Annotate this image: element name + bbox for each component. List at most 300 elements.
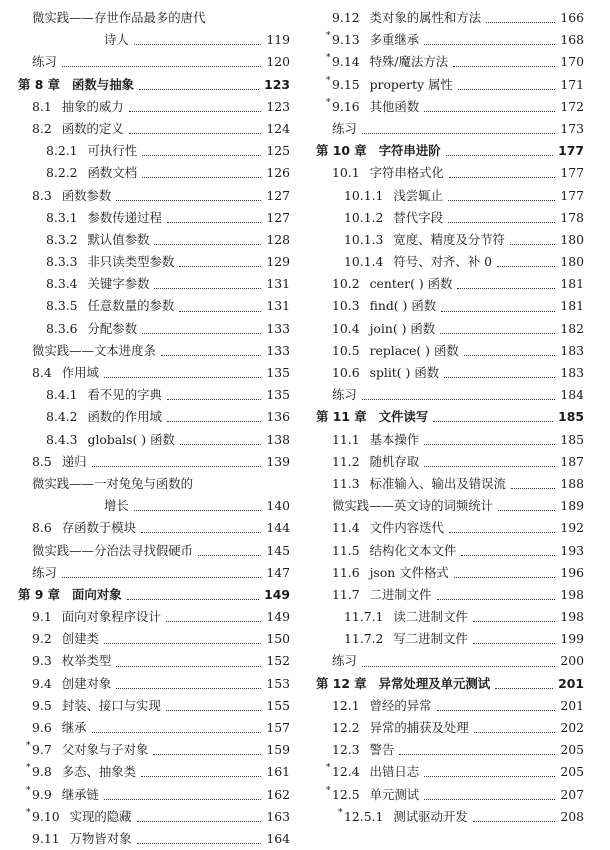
toc-entry-title: 随机存取 (369, 453, 420, 469)
toc-page-number: 188 (560, 475, 584, 491)
leader-dots (139, 88, 259, 90)
toc-page-number: 150 (266, 631, 290, 647)
toc-entry[interactable] (14, 784, 290, 806)
leader-dots (461, 554, 555, 556)
optional-star-marker: * (326, 53, 331, 64)
toc-page-number: 147 (266, 564, 290, 580)
toc-entry-number: 10.1 (332, 165, 360, 181)
toc-entry[interactable] (314, 606, 584, 628)
leader-dots (161, 354, 261, 356)
toc-entry-title: globals( ) 函数 (87, 431, 175, 447)
toc-entry-title: 类对象的属性和方法 (369, 10, 482, 25)
toc-entry[interactable] (14, 673, 290, 695)
toc-entry[interactable] (14, 650, 290, 672)
toc-entry-title: center( ) 函数 (369, 276, 453, 292)
leader-dots (454, 576, 556, 578)
toc-entry-number: 8.5 (32, 453, 52, 469)
leader-dots (437, 709, 556, 711)
toc-entry[interactable] (314, 584, 584, 606)
toc-entry-title: 替代字段 (393, 209, 443, 225)
toc-entry[interactable] (14, 806, 290, 828)
toc-page-number: 178 (560, 209, 584, 225)
toc-entry[interactable] (14, 495, 290, 517)
toc-entry-number: 11.1 (332, 431, 360, 447)
toc-entry[interactable] (14, 295, 290, 317)
toc-page-number: 128 (266, 231, 290, 247)
toc-entry[interactable] (14, 96, 290, 118)
toc-page-number: 181 (560, 276, 584, 292)
toc-entry[interactable] (14, 207, 290, 229)
leader-dots (116, 687, 261, 689)
toc-entry-number: 10.2 (332, 276, 360, 292)
toc-entry-title: 单元测试 (369, 786, 420, 802)
toc-entry[interactable] (14, 384, 290, 406)
toc-entry-number: 10.4 (332, 320, 360, 336)
toc-entry[interactable] (314, 429, 584, 451)
toc-page-number: 140 (266, 498, 290, 514)
toc-entry-number: 11.2 (332, 453, 360, 469)
toc-page-number: 155 (266, 697, 290, 713)
optional-star-marker: * (26, 807, 31, 818)
toc-entry[interactable] (14, 406, 290, 428)
leader-dots (180, 443, 261, 445)
toc-entry-title: json 文件格式 (369, 564, 449, 580)
toc-entry[interactable] (14, 606, 290, 628)
toc-entry[interactable] (314, 185, 584, 207)
toc-entry[interactable] (14, 717, 290, 739)
toc-entry[interactable] (314, 650, 584, 672)
toc-page-number: 152 (266, 653, 290, 669)
leader-dots (62, 576, 262, 578)
toc-entry[interactable] (314, 384, 584, 406)
toc-entry-number: 9.1 (32, 609, 52, 625)
toc-entry[interactable] (314, 540, 584, 562)
toc-page-number: 182 (560, 320, 584, 336)
toc-entry-title: 关键字参数 (87, 276, 150, 292)
toc-entry[interactable] (314, 806, 584, 828)
toc-entry-title: 看不见的字典 (87, 387, 162, 403)
toc-entry-number: 12.1 (332, 697, 360, 713)
toc-chapter-heading[interactable] (14, 74, 290, 96)
toc-entry[interactable] (314, 451, 584, 473)
toc-page-number: 185 (560, 431, 584, 447)
toc-entry-number: 8.4.2 (46, 409, 78, 425)
toc-entry-title: 增长 (104, 498, 129, 514)
toc-page-number: 157 (266, 720, 290, 735)
toc-page-number: 139 (266, 453, 290, 469)
leader-dots (92, 731, 262, 733)
toc-entry[interactable] (314, 318, 584, 340)
leader-dots (444, 376, 555, 378)
toc-entry-number: 9.7 (32, 742, 52, 758)
toc-entry-number: 第 12 章 (316, 675, 367, 691)
toc-page-number: 183 (560, 365, 584, 380)
toc-entry-title: 函数参数 (61, 187, 112, 203)
optional-star-marker: * (326, 763, 331, 774)
toc-page-number: 192 (560, 520, 584, 536)
optional-star-marker: * (326, 785, 331, 796)
toc-page-number: 166 (560, 10, 584, 25)
toc-entry[interactable] (14, 7, 290, 29)
leader-dots (127, 598, 260, 600)
toc-page-number: 187 (560, 453, 584, 469)
toc-entry-title: 宽度、精度及分节符 (393, 231, 505, 247)
toc-entry-number: 9.9 (32, 786, 52, 802)
toc-page-number: 198 (560, 609, 584, 625)
toc-entry[interactable] (14, 562, 290, 584)
toc-entry-title: 符号、对齐、补 0 (393, 254, 492, 270)
leader-dots (362, 665, 556, 667)
toc-page-number: 161 (266, 764, 290, 780)
toc-entry-title: 创建类 (61, 631, 99, 647)
toc-entry-title: 标准输入、输出及错误流 (369, 475, 506, 491)
toc-entry-title: 练习 (332, 387, 357, 403)
leader-dots (486, 21, 555, 23)
toc-entry-title: 继承链 (61, 786, 99, 802)
toc-entry[interactable] (314, 229, 584, 251)
toc-page-number: 196 (560, 564, 584, 580)
toc-page-number: 144 (266, 520, 290, 536)
toc-entry[interactable] (314, 517, 584, 539)
optional-star-marker: * (26, 741, 31, 752)
toc-entry-title: 练习 (32, 564, 57, 580)
toc-entry-title: 浅尝辄止 (393, 187, 443, 203)
toc-entry-number: 第 10 章 (316, 143, 367, 159)
toc-page-number: 172 (560, 98, 584, 114)
toc-entry-title: 抽象的威力 (61, 98, 124, 114)
toc-page-number: 145 (266, 542, 290, 558)
leader-dots (457, 287, 555, 289)
toc-page-number: 208 (560, 808, 584, 824)
toc-page-number: 135 (266, 387, 290, 403)
leader-dots (129, 110, 262, 112)
leader-dots (142, 176, 261, 178)
toc-page-number: 180 (560, 254, 584, 270)
toc-entry-number: 9.13 (332, 32, 360, 48)
toc-entry[interactable] (14, 362, 290, 384)
toc-page-number: 162 (266, 786, 290, 802)
toc-entry-number: 8.3.2 (46, 231, 78, 247)
toc-entry[interactable] (314, 7, 584, 29)
leader-dots (446, 154, 554, 156)
leader-dots (424, 443, 555, 445)
toc-entry-number: 第 9 章 (18, 586, 61, 602)
leader-dots (433, 420, 553, 422)
toc-entry-title: 警告 (369, 742, 395, 758)
leader-dots (453, 65, 555, 67)
toc-entry-title: 函数的定义 (61, 120, 124, 136)
toc-entry[interactable] (14, 828, 290, 850)
toc-page-number: 163 (266, 808, 290, 824)
toc-page-number: 185 (558, 409, 584, 425)
toc-entry-title: 多态、抽象类 (61, 764, 137, 780)
toc-entry-title: 文件读写 (378, 409, 429, 425)
toc-entry-number: 10.5 (332, 342, 360, 358)
toc-entry-number: 8.3.4 (46, 276, 78, 292)
leader-dots (362, 132, 556, 134)
toc-entry[interactable] (314, 207, 584, 229)
toc-entry-number: 11.3 (332, 475, 360, 491)
toc-entry-title: 默认值参数 (87, 231, 150, 247)
toc-entry[interactable] (14, 118, 290, 140)
toc-page-number: 138 (266, 431, 290, 447)
toc-entry[interactable] (14, 540, 290, 562)
toc-entry-title: replace( ) 函数 (369, 342, 459, 358)
toc-entry-title: 微实践——文本进度条 (32, 342, 156, 358)
leader-dots (129, 132, 262, 134)
toc-entry-number: 第 8 章 (18, 76, 61, 92)
toc-entry[interactable] (314, 761, 584, 783)
toc-entry-title: 其他函数 (369, 98, 420, 114)
toc-entry-number: 10.1.4 (344, 254, 384, 270)
leader-dots (142, 332, 261, 334)
leader-dots (137, 820, 262, 822)
toc-entry[interactable] (14, 51, 290, 73)
toc-entry[interactable] (314, 695, 584, 717)
toc-page-number: 131 (266, 276, 290, 292)
leader-dots (179, 310, 261, 312)
toc-entry-number: 9.5 (32, 697, 52, 713)
toc-entry-title: 分配参数 (87, 320, 138, 336)
toc-entry[interactable] (314, 562, 584, 584)
toc-page-number: 189 (560, 498, 584, 514)
toc-entry-title: 参数传递过程 (87, 209, 162, 225)
toc-page-number: 201 (558, 675, 584, 691)
optional-star-marker: * (326, 97, 331, 108)
toc-entry[interactable] (314, 295, 584, 317)
toc-entry[interactable] (14, 429, 290, 451)
toc-page-number: 201 (560, 697, 584, 713)
toc-entry[interactable] (314, 717, 584, 739)
toc-entry-title: 异常处理及单元测试 (378, 675, 491, 691)
toc-chapter-heading[interactable] (314, 140, 584, 162)
toc-entry[interactable] (14, 451, 290, 473)
toc-entry-title: 微实践——分治法寻找假硬币 (32, 542, 194, 558)
toc-entry-number: 12.3 (332, 742, 360, 758)
toc-entry-number: 10.1.2 (344, 209, 384, 225)
toc-entry-number: 9.4 (32, 675, 52, 691)
toc-entry-title: 枚举类型 (61, 653, 112, 669)
toc-entry-title: 函数文档 (87, 165, 138, 181)
toc-entry-title: split( ) 函数 (369, 365, 440, 380)
toc-chapter-heading[interactable] (14, 584, 290, 606)
toc-page-number: 129 (266, 254, 290, 270)
toc-entry-title: find( ) 函数 (369, 298, 437, 314)
toc-page-number: 171 (560, 76, 584, 92)
toc-entry[interactable] (14, 628, 290, 650)
toc-entry[interactable] (314, 96, 584, 118)
toc-page-number: 149 (266, 609, 290, 625)
leader-dots (440, 332, 555, 334)
toc-entry-title: join( ) 函数 (369, 320, 436, 336)
leader-dots (142, 154, 261, 156)
toc-entry[interactable] (14, 185, 290, 207)
toc-entry-title: 微实践——英文诗的词频统计 (332, 498, 494, 514)
toc-entry[interactable] (14, 140, 290, 162)
toc-entry-title: 微实践——存世作品最多的唐代 (32, 10, 206, 25)
toc-entry[interactable] (314, 362, 584, 384)
toc-entry-title: 面向对象 (72, 586, 122, 602)
toc-entry-title: 万物皆对象 (69, 830, 132, 846)
toc-chapter-heading[interactable] (314, 673, 584, 695)
leader-dots (473, 642, 556, 644)
leader-dots (424, 775, 555, 777)
toc-page-number: 202 (560, 720, 584, 735)
toc-entry[interactable] (14, 739, 290, 761)
toc-entry-number: 8.4 (32, 365, 52, 380)
leader-dots (92, 465, 262, 467)
toc-page-number: 126 (266, 165, 290, 181)
toc-entry-number: 11.4 (332, 520, 360, 536)
leader-dots (437, 598, 556, 600)
toc-entry-title: 练习 (32, 54, 57, 70)
toc-entry-title: 微实践——一对兔兔与函数的 (32, 475, 194, 491)
toc-entry-title: 递归 (61, 453, 87, 469)
toc-entry[interactable] (314, 273, 584, 295)
leader-dots (104, 376, 261, 378)
toc-entry[interactable] (14, 273, 290, 295)
optional-star-marker: * (26, 785, 31, 796)
toc-entry-number: 11.6 (332, 564, 360, 580)
toc-entry-title: 文件内容迭代 (369, 520, 444, 536)
toc-entry[interactable] (314, 495, 584, 517)
toc-entry-title: 实现的隐藏 (69, 808, 132, 824)
toc-entry-title: 读二进制文件 (393, 609, 468, 625)
leader-dots (134, 43, 262, 45)
toc-entry-title: 可执行性 (87, 143, 138, 159)
toc-page-number: 123 (266, 98, 290, 114)
toc-entry[interactable] (314, 29, 584, 51)
toc-page-number: 177 (558, 143, 584, 159)
leader-dots (167, 398, 261, 400)
toc-entry-number: 12.5 (332, 786, 360, 802)
toc-page-number: 159 (266, 742, 290, 758)
toc-entry[interactable] (14, 340, 290, 362)
toc-chapter-heading[interactable] (314, 406, 584, 428)
toc-entry-number: 9.15 (332, 76, 360, 92)
toc-page-number: 177 (560, 165, 584, 181)
toc-entry[interactable] (14, 473, 290, 495)
leader-dots (198, 554, 261, 556)
leader-dots (167, 221, 261, 223)
toc-entry-title: 创建对象 (61, 675, 112, 691)
optional-star-marker: * (326, 31, 331, 42)
toc-entry-number: 8.3.1 (46, 209, 78, 225)
toc-page-number: 133 (266, 320, 290, 336)
toc-entry[interactable] (14, 318, 290, 340)
toc-entry-title: 作用域 (61, 365, 99, 380)
toc-entry-number: 8.2.2 (46, 165, 78, 181)
leader-dots (474, 731, 556, 733)
toc-page-number: 183 (560, 342, 584, 358)
toc-entry-number: 9.10 (32, 808, 60, 824)
toc-entry-number: 10.1.1 (344, 187, 384, 203)
toc-entry[interactable] (14, 761, 290, 783)
toc-entry-number: 8.1 (32, 98, 52, 114)
leader-dots (154, 287, 261, 289)
leader-dots (511, 487, 555, 489)
leader-dots (424, 465, 555, 467)
leader-dots (137, 842, 262, 844)
leader-dots (166, 709, 262, 711)
toc-entry[interactable] (314, 51, 584, 73)
toc-entry-number: 9.12 (332, 10, 360, 25)
toc-page-number: 168 (560, 32, 584, 48)
toc-entry[interactable] (314, 739, 584, 761)
toc-entry-title: 继承 (61, 720, 87, 735)
leader-dots (166, 620, 262, 622)
toc-entry[interactable] (314, 784, 584, 806)
toc-entry-title: property 属性 (369, 76, 453, 92)
toc-column-left (14, 7, 290, 850)
toc-page-number: 200 (560, 653, 584, 669)
toc-page-number: 173 (560, 120, 584, 136)
toc-entry[interactable] (14, 162, 290, 184)
toc-entry-title: 基本操作 (369, 431, 420, 447)
leader-dots (441, 310, 555, 312)
toc-entry-title: 结构化文本文件 (369, 542, 457, 558)
leader-dots (510, 243, 555, 245)
toc-entry[interactable] (14, 251, 290, 273)
toc-entry[interactable] (14, 695, 290, 717)
toc-entry-title: 存函数于模块 (61, 520, 137, 536)
optional-star-marker: * (26, 763, 31, 774)
toc-page-number: 184 (560, 387, 584, 403)
toc-entry[interactable] (14, 229, 290, 251)
leader-dots (448, 221, 555, 223)
leader-dots (167, 420, 261, 422)
toc-page-number: 120 (266, 54, 290, 70)
toc-entry-number: 9.6 (32, 720, 52, 735)
leader-dots (141, 775, 261, 777)
leader-dots (448, 199, 555, 201)
toc-entry-number: 12.5.1 (344, 808, 384, 824)
toc-entry-number: 9.3 (32, 653, 52, 669)
leader-dots (449, 531, 555, 533)
toc-page-number: 205 (560, 742, 584, 758)
toc-entry[interactable] (314, 162, 584, 184)
toc-entry[interactable] (314, 628, 584, 650)
leader-dots (424, 110, 555, 112)
toc-entry[interactable] (14, 517, 290, 539)
toc-entry[interactable] (314, 118, 584, 140)
toc-entry[interactable] (14, 29, 290, 51)
toc-entry-number: 11.7 (332, 586, 360, 602)
leader-dots (362, 398, 556, 400)
leader-dots (104, 642, 261, 644)
leader-dots (498, 509, 555, 511)
leader-dots (458, 88, 556, 90)
optional-star-marker: * (338, 807, 343, 818)
leader-dots (179, 265, 261, 267)
toc-page-number: 149 (264, 586, 290, 602)
leader-dots (449, 176, 555, 178)
toc-column-right (314, 7, 584, 828)
toc-entry[interactable] (314, 74, 584, 96)
toc-entry-title: 函数与抽象 (72, 76, 134, 92)
toc-entry-title: 多重继承 (369, 32, 420, 48)
toc-page-number: 133 (266, 342, 290, 358)
toc-entry[interactable] (314, 251, 584, 273)
toc-entry[interactable] (314, 340, 584, 362)
leader-dots (497, 265, 555, 267)
toc-entry-number: 8.4.3 (46, 431, 78, 447)
toc-entry-title: 特殊/魔法方法 (369, 54, 449, 70)
toc-entry-title: 父对象与子对象 (61, 742, 149, 758)
leader-dots (399, 753, 555, 755)
toc-entry[interactable] (314, 473, 584, 495)
toc-entry-number: 10.1.3 (344, 231, 384, 247)
